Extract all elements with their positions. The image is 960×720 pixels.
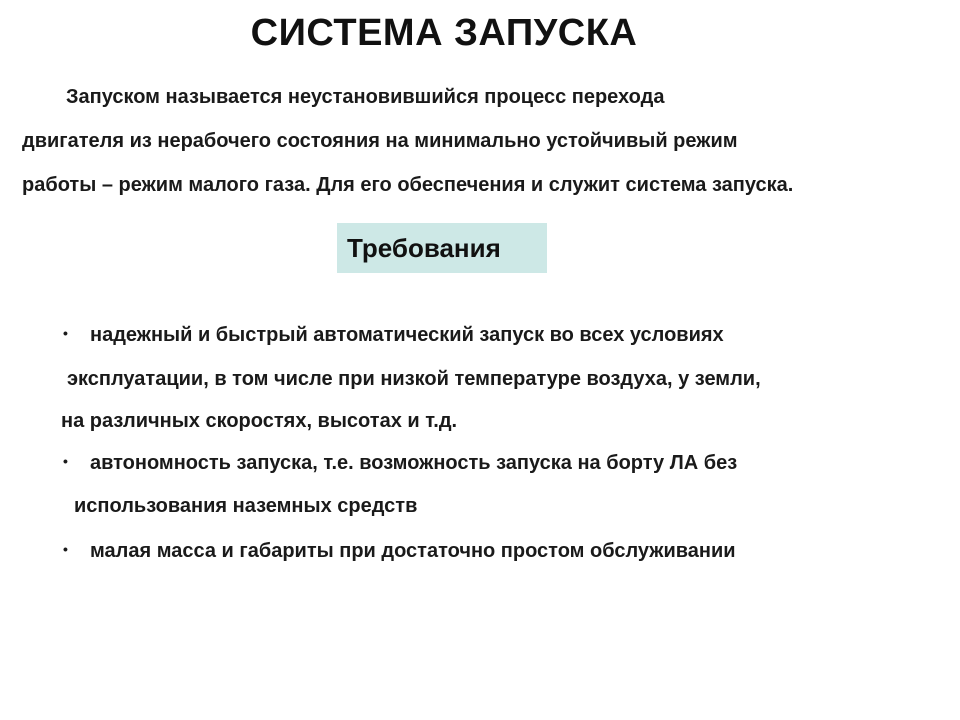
requirement-1-line-2: эксплуатации, в том числе при низкой температуре воздуха, у земли, [67, 368, 761, 390]
requirement-1-line-3: на различных скоростях, высотах и т.д. [61, 410, 458, 432]
requirement-2-line-1: автономность запуска, т.е. возможность запуска на борту ЛА без [90, 452, 738, 474]
bullet-marker-3: • [63, 541, 68, 557]
requirement-3-line-1: малая масса и габариты при достаточно простом обслуживании [90, 540, 736, 562]
intro-line-1: Запуском называется неустановившийся процесс перехода [66, 86, 665, 108]
requirement-1-line-1: надежный и быстрый автоматический запуск во всех условиях [90, 324, 724, 346]
intro-line-2: двигателя из нерабочего состояния на минимально устойчивый режим [22, 130, 738, 152]
intro-line-3: работы – режим малого газа. Для его обеспечения и служит система запуска. [22, 174, 794, 196]
requirement-2-line-2: использования наземных средств [74, 495, 418, 517]
slide-title: СИСТЕМА ЗАПУСКА [250, 12, 638, 54]
bullet-marker-2: • [63, 453, 68, 469]
bullet-marker-1: • [63, 325, 68, 341]
requirements-heading: Требования [337, 223, 547, 273]
